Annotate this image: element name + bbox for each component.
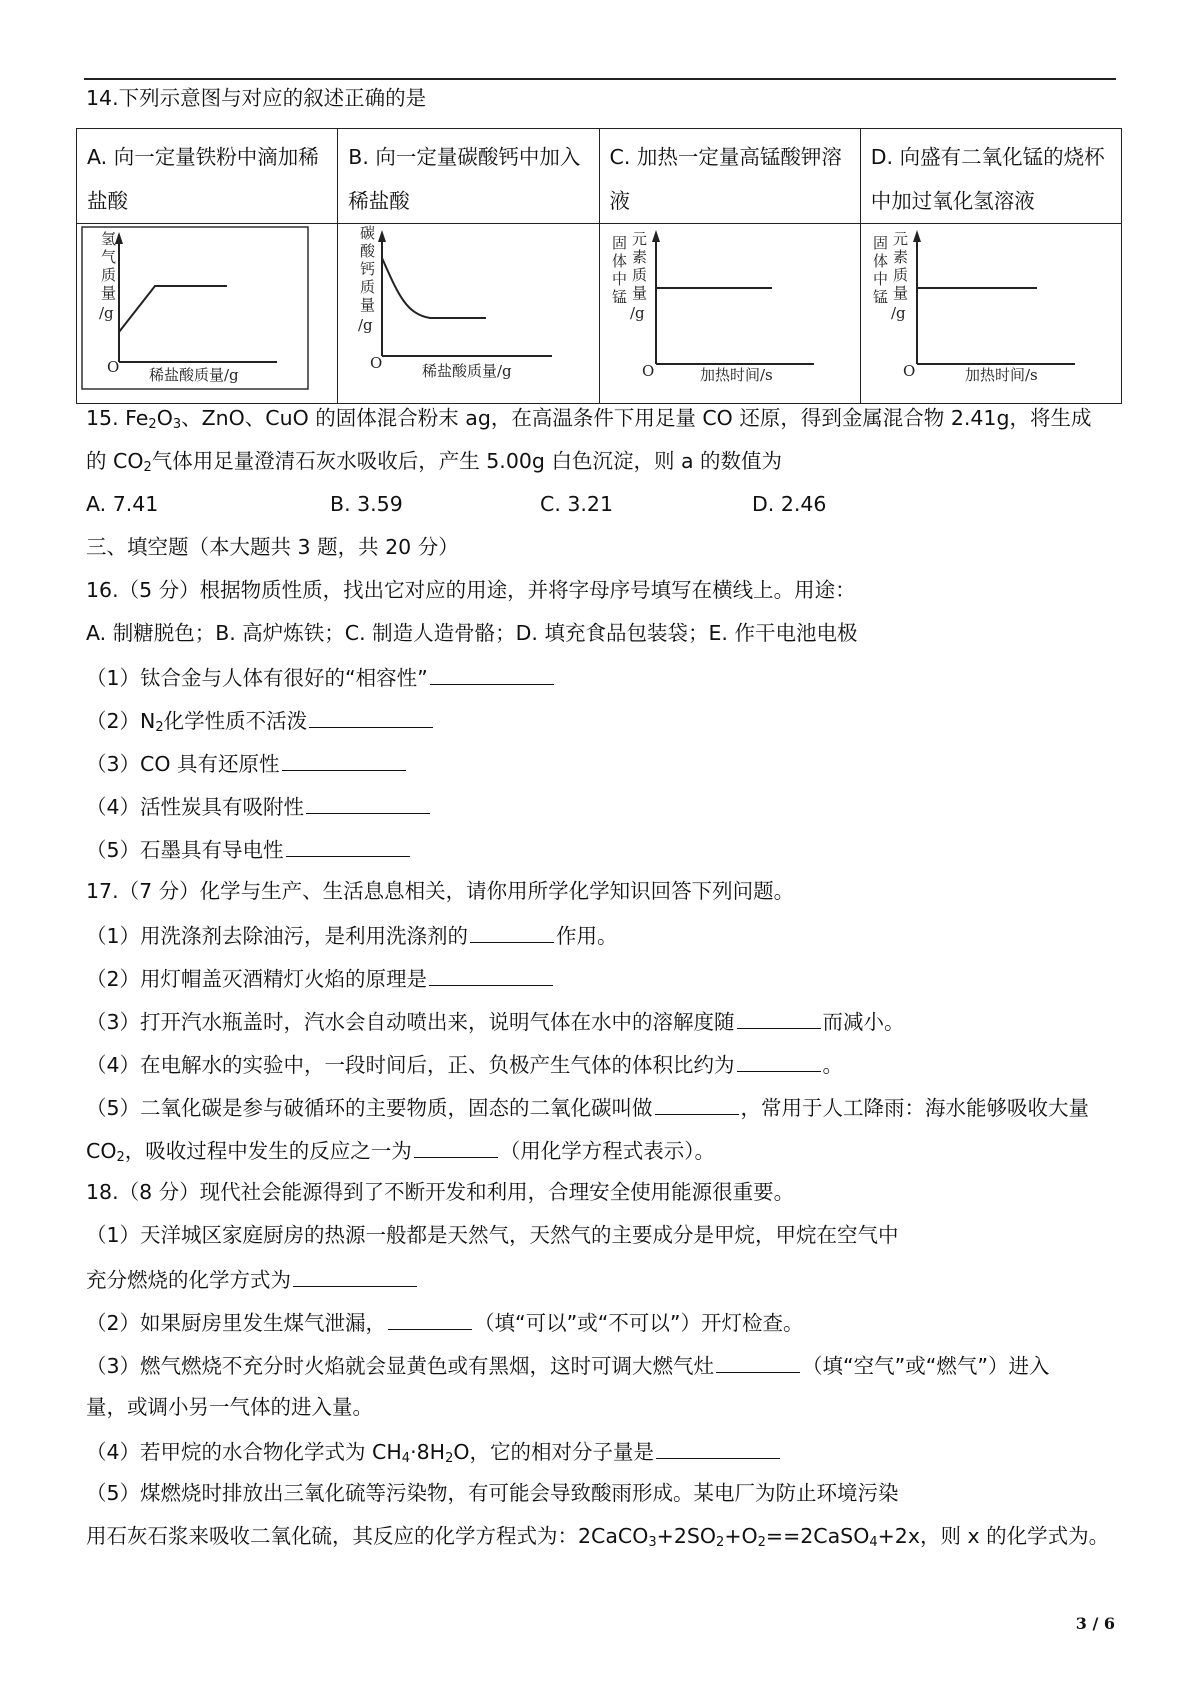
answer-blank[interactable]	[286, 834, 410, 857]
graph-d-ylabel-1: 体	[872, 252, 888, 270]
graph-c-origin: O	[641, 362, 654, 380]
q17-item-2: （2）用灯帽盖灭酒精灯火焰的原理是	[86, 963, 555, 993]
graph-b-ylabel-2: 钙	[360, 260, 376, 278]
graph-d-ylabel-6: 质	[892, 266, 908, 284]
graph-a-ylabel-2: 质	[101, 266, 117, 284]
graph-d	[861, 224, 1121, 390]
graph-b-xlabel: 稀盐酸质量/g	[422, 362, 512, 380]
graph-a-y-arrow	[115, 232, 123, 244]
graph-d-xlabel: 加热时间/s	[964, 366, 1038, 384]
graph-c-cell	[599, 224, 860, 404]
graph-c-ylabel-8: /g	[629, 304, 645, 322]
graph-c-ylabel-6: 质	[631, 266, 647, 284]
q14-options-table	[76, 128, 1122, 404]
q18-item-5b: 用石灰石浆来吸收二氧化硫，其反应的化学方程式为：$2CaCO_3+2SO_2+O_2==2CaSO_4+2x$，则 x 的化学式为。	[86, 1524, 1110, 1550]
graph-b-curve	[382, 258, 486, 318]
q15-choice-a: A. 7.41	[86, 492, 159, 516]
graph-a-ylabel-3: 量	[101, 284, 117, 302]
graph-c-xlabel: 加热时间/s	[699, 366, 773, 384]
graph-b	[338, 224, 598, 390]
graph-c-ylabel-4: 元	[631, 230, 647, 248]
q18-item-3: （3）燃气燃烧不充分时火焰就会显黄色或有黑烟，这时可调大燃气灶 （填“空气”或“燃气”）进入	[86, 1350, 1050, 1380]
graph-d-cell	[860, 224, 1121, 404]
graph-d-ylabel-5: 素	[892, 248, 908, 266]
q16-item-3: （3）CO 具有还原性	[86, 748, 408, 778]
q15-line-2: 的 $CO_2$气体用足量澄清石灰水吸收后，产生 5.00g 白色沉淀，则 a 的数值为	[86, 449, 783, 475]
graph-a	[77, 224, 337, 390]
graph-b-cell	[338, 224, 599, 404]
q15-choice-c: C. 3.21	[540, 492, 613, 516]
q16-item-2: $(2)N_2$化学性质不活泼	[86, 705, 435, 735]
graph-c-ylabel-0: 固	[611, 234, 627, 252]
q15-choice-d: D. 2.46	[752, 492, 827, 516]
q18-item-1b: 充分燃烧的化学方式为	[86, 1264, 419, 1294]
graph-d-ylabel-7: 量	[892, 284, 908, 302]
graph-b-ylabel-0: 碳	[360, 224, 376, 242]
answer-blank[interactable]	[430, 662, 554, 685]
graph-b-ylabel-1: 酸	[360, 242, 376, 260]
graph-d-ylabel-3: 锰	[872, 288, 888, 306]
q14-option-b-text: B. 向一定量碳酸钙中加入稀盐酸	[348, 145, 581, 213]
q17-stem: 17.（7 分）化学与生产、生活息息相关，请你用所学化学知识回答下列问题。	[86, 879, 795, 903]
q16-item-1: （1）钛合金与人体有很好的“相容性”	[86, 662, 556, 692]
graph-d-ylabel-2: 中	[872, 270, 888, 288]
graph-a-ylabel-1: 气	[101, 248, 117, 266]
q14-option-a	[77, 129, 338, 224]
graph-b-ylabel-3: 质	[360, 278, 376, 296]
q16-stem: 16.（5 分）根据物质性质，找出它对应的用途，并将字母序号填写在横线上。用途：	[86, 578, 856, 602]
answer-blank[interactable]	[716, 1350, 800, 1373]
q18-item-3-cont: 量，或调小另一气体的进入量。	[86, 1395, 373, 1419]
q14-option-b	[338, 129, 599, 224]
graph-c-ylabel-1: 体	[611, 252, 627, 270]
q18-item-2: （2）如果厨房里发生煤气泄漏， （填“可以”或“不可以”）开灯检查。	[86, 1307, 804, 1337]
q15-choice-b: B. 3.59	[330, 492, 403, 516]
graph-a-origin: O	[107, 358, 120, 376]
q17-item-5: （5）二氧化碳是参与破循环的主要物质，固态的二氧化碳叫做 ，常用于人工降雨：海水能够吸收大量	[86, 1092, 1089, 1122]
graph-a-ylabel-4: /g	[99, 304, 114, 322]
q14-stem: 14.下列示意图与对应的叙述正确的是	[86, 86, 427, 110]
answer-blank[interactable]	[470, 920, 554, 943]
graph-a-curve	[119, 286, 227, 332]
answer-blank[interactable]	[737, 1049, 821, 1072]
answer-blank[interactable]	[306, 791, 430, 814]
graph-c-ylabel-2: 中	[611, 270, 627, 288]
graph-a-cell	[77, 224, 338, 404]
q14-option-d-text: D. 向盛有二氧化锰的烧杯中加过氧化氢溶液	[870, 145, 1105, 213]
graph-a-xlabel: 稀盐酸质量/g	[149, 366, 239, 384]
section-3-heading: 三、填空题（本大题共 3 题，共 20 分）	[86, 535, 459, 559]
q14-option-d	[860, 129, 1121, 224]
graph-a-ylabel-0: 氢	[101, 230, 117, 248]
q16-item-4: （4）活性炭具有吸附性	[86, 791, 432, 821]
q18-stem: 18.（8 分）现代社会能源得到了不断开发和利用，合理安全使用能源很重要。	[86, 1180, 795, 1204]
graph-d-y-arrow	[913, 230, 921, 242]
q14-option-a-text: A. 向一定量铁粉中滴加稀盐酸	[87, 145, 319, 213]
answer-blank[interactable]	[414, 1135, 498, 1158]
graph-d-ylabel-0: 固	[872, 234, 888, 252]
q16-item-5: （5）石墨具有导电性	[86, 834, 412, 864]
graph-d-origin: O	[902, 362, 916, 380]
graph-b-ylabel-4: 量	[360, 296, 376, 314]
page-number: 3 / 6	[1075, 1614, 1115, 1633]
graph-c-ylabel-5: 素	[631, 248, 647, 266]
graph-b-y-arrow	[378, 230, 386, 242]
graph-c-ylabel-3: 锰	[611, 288, 627, 306]
q14-option-c	[599, 129, 860, 224]
graph-d-ylabel-4: 元	[892, 230, 908, 248]
q17-item-4: （4）在电解水的实验中，一段时间后，正、负极产生气体的体积比约为 。	[86, 1049, 843, 1079]
answer-blank[interactable]	[656, 1436, 780, 1459]
graph-b-ylabel-5: /g	[358, 316, 373, 334]
answer-blank[interactable]	[388, 1307, 472, 1330]
q18-item-1a: （1）天洋城区家庭厨房的热源一般都是天然气，天然气的主要成分是甲烷，甲烷在空气中	[86, 1223, 899, 1247]
graph-c-y-arrow	[652, 230, 660, 242]
q16-uses: A. 制糖脱色；B. 高炉炼铁；C. 制造人造骨骼；D. 填充食品包装袋；E. 作干电池电极	[86, 621, 858, 645]
graph-c-ylabel-7: 量	[631, 284, 647, 302]
answer-blank[interactable]	[309, 705, 433, 728]
q17-item-5-cont: $CO_2$，吸收过程中发生的反应之一为 （用化学方程式表示）。	[86, 1135, 715, 1165]
answer-blank[interactable]	[293, 1264, 417, 1287]
q18-item-5a: （5）煤燃烧时排放出三氧化硫等污染物，有可能会导致酸雨形成。某电厂为防止环境污染	[86, 1481, 899, 1505]
q18-item-4: （4）若甲烷的水合物化学式为 $CH_4\cdot 8H_2O$，它的相对分子量是	[86, 1436, 782, 1466]
header-rule	[84, 78, 1116, 80]
answer-blank[interactable]	[655, 1092, 739, 1115]
answer-blank[interactable]	[282, 748, 406, 771]
q15-line-1: 15. $Fe_2O_3$、ZnO、CuO 的固体混合粉末 ag，在高温条件下用足量 CO 还原，得到金属混合物 2.41g，将生成	[86, 406, 1092, 432]
graph-c	[600, 224, 860, 390]
answer-blank[interactable]	[737, 1006, 821, 1029]
answer-blank[interactable]	[429, 963, 553, 986]
q17-item-1: （1）用洗涤剂去除油污，是利用洗涤剂的 作用。	[86, 920, 618, 950]
graph-b-origin: O	[370, 354, 383, 372]
q17-item-3: （3）打开汽水瓶盖时，汽水会自动喷出来，说明气体在水中的溶解度随 而减小。	[86, 1006, 905, 1036]
q14-option-c-text: C. 加热一定量高锰酸钾溶液	[609, 145, 842, 213]
graph-d-ylabel-8: /g	[890, 304, 906, 322]
